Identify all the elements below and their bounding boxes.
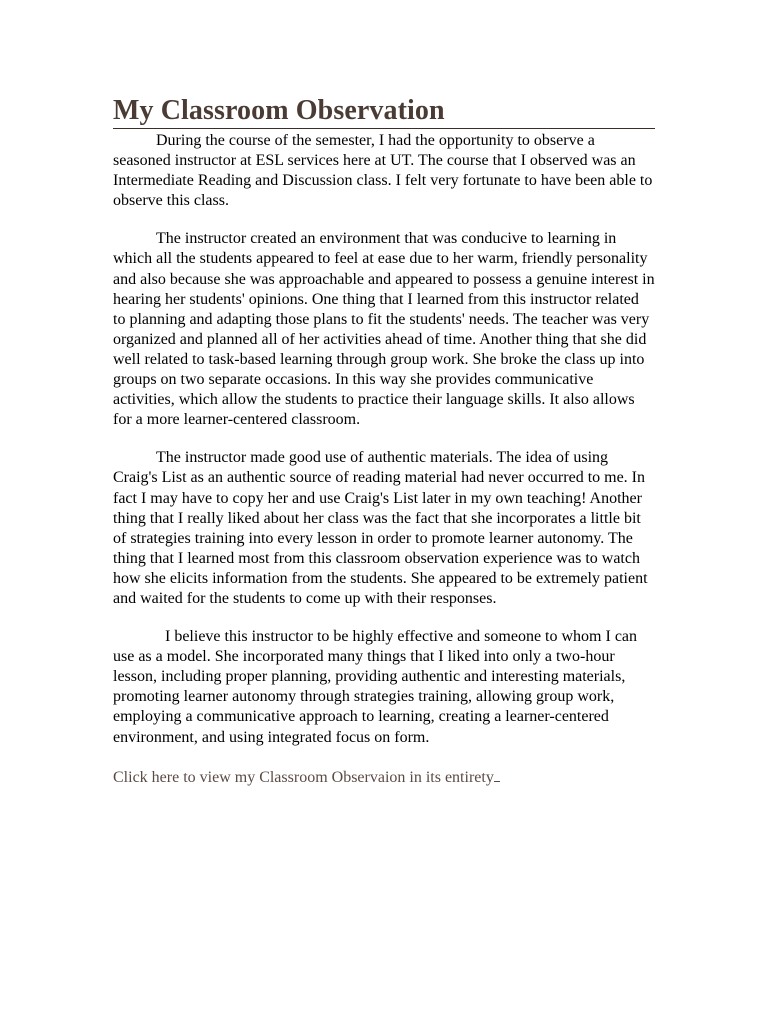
- title-underline-divider: [113, 128, 655, 129]
- full-observation-link-line: [113, 765, 655, 788]
- page-title: My Classroom Observation: [113, 95, 445, 126]
- document-page: [113, 94, 655, 788]
- full-observation-link[interactable]: [113, 769, 500, 786]
- paragraph-2: The instructor created an environment that was conducive to learning in which all the students appeared to feel at ease due to her warm, friendly personality and also because she was approachable and appeared to possess a genuine interest in hearing her students' opinions. One thing that I learned from this instructor related to planning and adapting those plans to fit the students' needs. The teacher was very organized and planned all of her activities ahead of time. Another thing that she did well related to task-based learning through group work. She broke the class up into groups on two separate occasions. In this way she provides communicative activities, which allow the students to practice their language skills. It also allows for a more learner-centered classroom.: [113, 230, 655, 429]
- paragraph-spacer: [113, 211, 655, 229]
- paragraph-spacer: [113, 430, 655, 448]
- paragraph-1: During the course of the semester, I had the opportunity to observe a seasoned instructor at ESL services here at UT. The course that I observed was an Intermediate Reading and Discussion class. I felt very fortunate to have been able to observe this class.: [113, 132, 653, 210]
- link-trailing-underline: [494, 765, 500, 782]
- paragraph-3: The instructor made good use of authentic materials. The idea of using Craig's List as an authentic source of reading material had never occurred to me. In fact I may have to copy her and use Craig's List later in my own teaching! Another thing that I really liked about her class was the fact that she incorporates a little bit of strategies training into every lesson in order to promote learner autonomy. The thing that I learned most from this classroom observation experience was to watch how she elicits information from the students. She appeared to be extremely patient and waited for the students to come up with their responses.: [113, 449, 648, 607]
- full-observation-link-text: Click here to view my Classroom Observaion in its entirety: [113, 768, 494, 786]
- paragraph-4: I believe this instructor to be highly effective and someone to whom I can use as a model. She incorporated many things that I liked into only a two-hour lesson, including proper planning, providing authentic and interesting materials, promoting learner autonomy through strategies training, allowing group work, employing a communicative approach to learning, creating a learner-centered environment, and using integrated focus on form.: [113, 628, 638, 746]
- paragraph-spacer: [113, 609, 655, 627]
